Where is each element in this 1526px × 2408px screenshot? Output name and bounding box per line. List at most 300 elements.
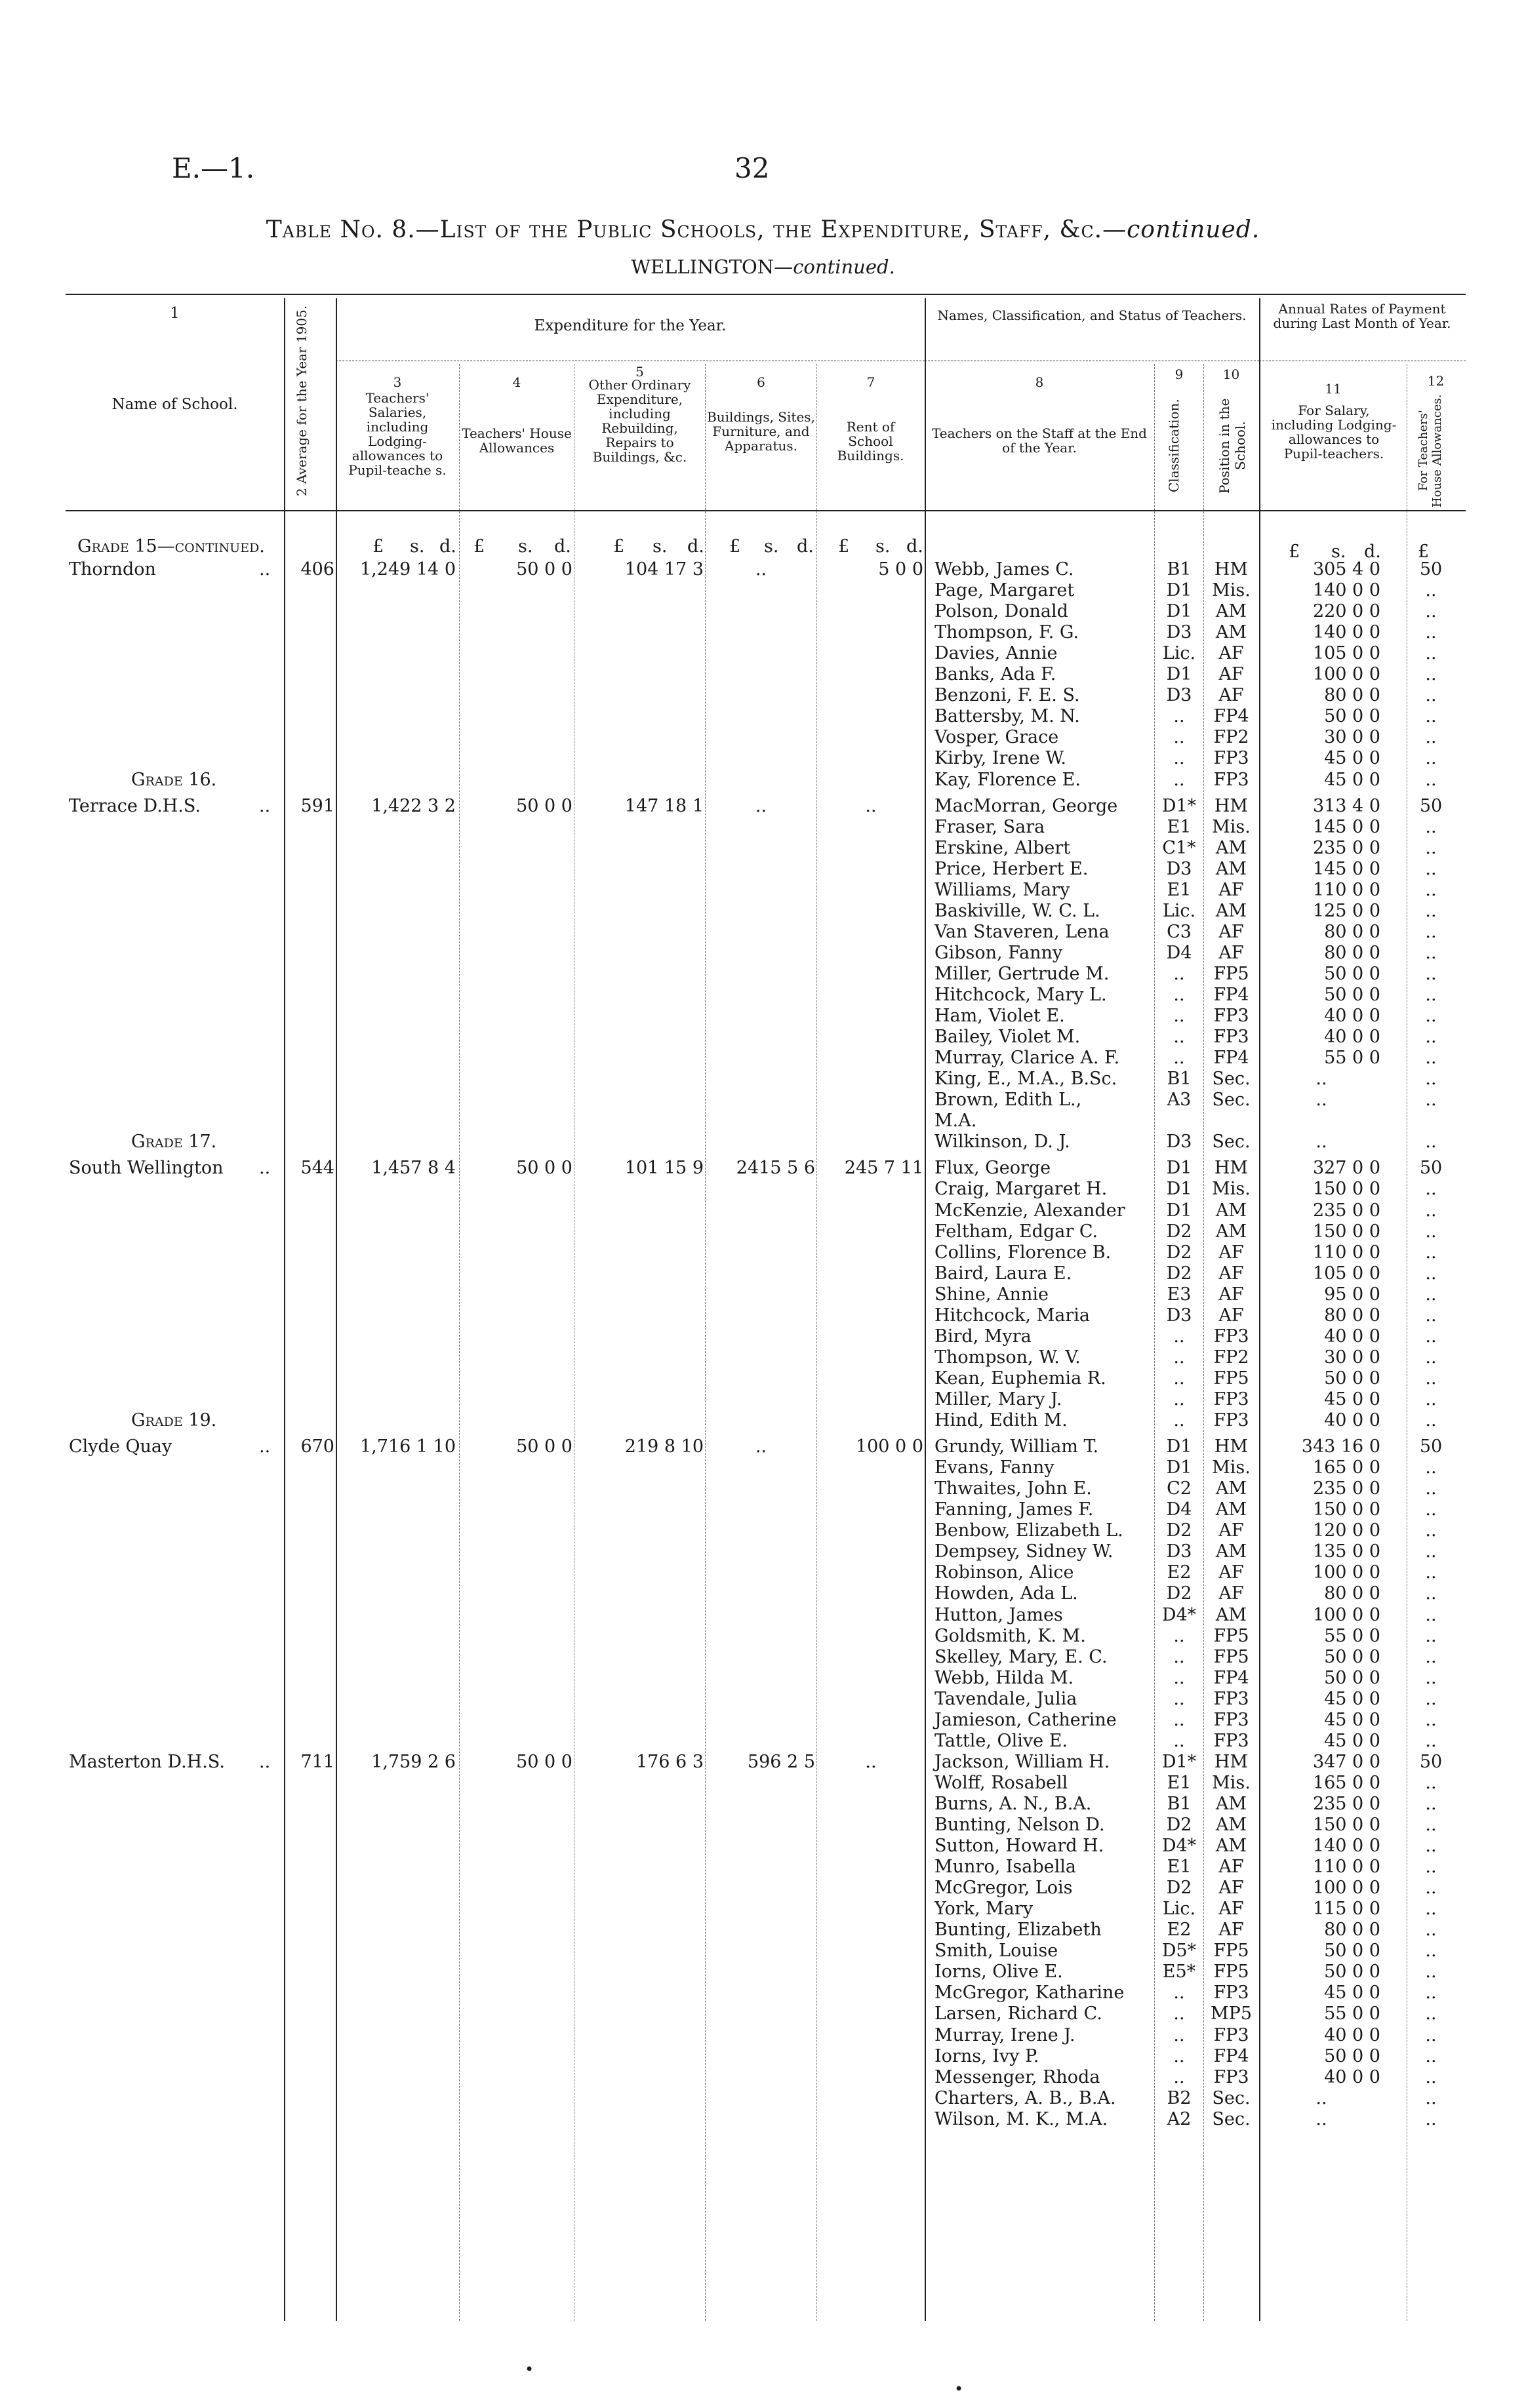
position: FP3 [1213, 1326, 1249, 1347]
position: Mis. [1212, 1457, 1251, 1478]
position: HM [1214, 1751, 1249, 1772]
teacher-row [0, 1647, 1526, 1668]
salary-rate: 80 0 0 [1324, 1305, 1380, 1326]
teacher-row [0, 1562, 1526, 1583]
position: AM [1215, 622, 1247, 643]
position: FP4 [1213, 2045, 1249, 2066]
unit-pound: £ [613, 536, 625, 557]
salary-rate: 235 0 0 [1312, 1793, 1380, 1814]
position: AF [1218, 1520, 1244, 1541]
house-allowance-rate: .. [1425, 1305, 1437, 1326]
salary-rate: 40 0 0 [1324, 1326, 1380, 1347]
house-allowance-rate: 50 [1419, 795, 1443, 816]
teacher-name: Munro, Isabella [934, 1857, 1076, 1878]
other-expenditure: 101 15 9 [624, 1158, 704, 1179]
salary-rate: 105 0 0 [1312, 1263, 1380, 1284]
teacher-row [0, 1478, 1526, 1499]
house-allowance-rate: .. [1425, 1006, 1437, 1026]
other-expenditure: 176 6 3 [635, 1751, 704, 1772]
salary-rate: 165 0 0 [1312, 1772, 1380, 1793]
teacher-name: Kay, Florence E. [934, 769, 1081, 790]
units-row [0, 536, 1526, 562]
house-allowance-rate: .. [1425, 1242, 1437, 1263]
col10-number: 10 [1222, 366, 1240, 382]
salary-rate: 50 0 0 [1324, 1941, 1380, 1962]
house-allowance-rate: .. [1425, 2003, 1437, 2024]
buildings-expenditure: .. [755, 795, 767, 816]
teacher-row [0, 1069, 1526, 1090]
unit-shilling: s. [1331, 542, 1346, 562]
teacher-row [0, 1347, 1526, 1368]
teacher-name: Burns, A. N., B.A. [934, 1793, 1092, 1814]
classification: C1* [1162, 837, 1196, 858]
house-allowance-rate: .. [1425, 921, 1437, 942]
teacher-row [0, 922, 1526, 943]
table-title [0, 216, 1526, 243]
teacher-name: Page, Margaret [934, 580, 1075, 601]
teacher-row [0, 2003, 1526, 2024]
position: Sec. [1212, 2108, 1251, 2129]
salary-rate: .. [1315, 2087, 1327, 2108]
teacher-name: Feltham, Edgar C. [934, 1221, 1098, 1242]
classification: .. [1173, 727, 1185, 748]
position: AF [1218, 942, 1244, 963]
classification: D2 [1166, 1878, 1192, 1899]
house-allowances: 50 0 0 [516, 559, 572, 580]
col7-number: 7 [866, 374, 875, 390]
average-attendance: 670 [300, 1436, 334, 1457]
school-name: Clyde Quay [69, 1436, 172, 1457]
position: HM [1214, 1158, 1249, 1179]
position: FP3 [1213, 1006, 1249, 1026]
classification: .. [1173, 1389, 1185, 1410]
house-allowance-rate: .. [1425, 1499, 1437, 1520]
classification: D3 [1166, 858, 1192, 879]
teacher-row [0, 1179, 1526, 1200]
col2-number: 2 [294, 487, 310, 496]
col3-number: 3 [393, 374, 402, 390]
classification: D3 [1166, 1305, 1192, 1326]
classification: .. [1173, 2024, 1185, 2045]
col2-header [294, 299, 327, 502]
unit-pound: £ [1418, 542, 1430, 562]
grade-label: Grade 19. [131, 1410, 217, 1431]
unit-pence: d. [906, 536, 923, 557]
teacher-name: Webb, Hilda M. [934, 1667, 1074, 1688]
position: AF [1218, 1857, 1244, 1878]
house-allowance-rate: 50 [1419, 1158, 1443, 1179]
col4-number: 4 [512, 374, 521, 390]
house-allowance-rate: .. [1425, 1962, 1437, 1983]
teacher-name: Iorns, Ivy P. [934, 2045, 1039, 2066]
teacher-name: Polson, Donald [934, 601, 1068, 622]
rent-of-buildings: .. [865, 1751, 877, 1772]
house-allowance-rate: .. [1425, 1730, 1437, 1751]
teacher-row [0, 1111, 1526, 1132]
house-allowance-rate: .. [1425, 1583, 1437, 1604]
teacher-name: Sutton, Howard H. [934, 1836, 1104, 1856]
teacher-name: Tavendale, Julia [934, 1688, 1077, 1709]
salary-rate: 30 0 0 [1324, 1347, 1380, 1368]
salary-rate: 50 0 0 [1324, 1667, 1380, 1688]
house-allowance-rate: .. [1425, 1457, 1437, 1478]
house-allowance-rate: .. [1425, 1667, 1437, 1688]
position: AM [1215, 601, 1247, 622]
house-allowances: 50 0 0 [516, 795, 572, 816]
position: Mis. [1212, 1179, 1251, 1200]
house-allowance-rate: .. [1425, 2108, 1437, 2129]
col9-number: 9 [1175, 366, 1184, 382]
house-allowance-rate: .. [1425, 769, 1437, 790]
house-allowance-rate: .. [1425, 1604, 1437, 1625]
salary-rate: 327 0 0 [1312, 1158, 1380, 1179]
unit-pence: d. [687, 536, 704, 557]
salary-rate: 100 0 0 [1312, 664, 1380, 685]
classification: .. [1173, 985, 1185, 1005]
title-suffix: continued. [1127, 216, 1260, 243]
house-allowance-rate: .. [1425, 601, 1437, 622]
classification: E3 [1167, 1284, 1192, 1305]
teacher-row [0, 1899, 1526, 1920]
classification: E1 [1167, 879, 1192, 900]
position: FP4 [1213, 1667, 1249, 1688]
teacher-row [0, 1242, 1526, 1263]
house-allowance-rate: 50 [1419, 1436, 1443, 1457]
classification: D3 [1166, 685, 1192, 706]
salary-rate: 115 0 0 [1312, 1899, 1380, 1920]
teacher-row [0, 601, 1526, 622]
position: FP3 [1213, 1688, 1249, 1709]
classification: A3 [1167, 1090, 1192, 1111]
teacher-name: Smith, Louise [934, 1941, 1058, 1962]
house-allowance-rate: .. [1425, 816, 1437, 837]
teacher-row [0, 985, 1526, 1006]
teacher-row [0, 664, 1526, 685]
col12-label: For Teachers' House Allowances. [1416, 394, 1444, 507]
classification: A2 [1167, 2108, 1192, 2129]
rent-of-buildings: .. [865, 795, 877, 816]
classification: .. [1173, 1006, 1185, 1026]
teacher-row [0, 1983, 1526, 2003]
unit-pence: d. [1364, 542, 1381, 562]
house-allowance-rate: .. [1425, 1836, 1437, 1856]
position: AM [1215, 1541, 1247, 1562]
leader-dots: .. [259, 1751, 271, 1772]
house-allowance-rate: .. [1425, 2024, 1437, 2045]
teacher-name: Kirby, Irene W. [934, 748, 1066, 769]
classification: D1 [1166, 1200, 1192, 1221]
house-allowance-rate: .. [1425, 1263, 1437, 1284]
title-main: Table No. 8.—List of the Public Schools, the Expenditure, Staff, &c.— [266, 216, 1127, 243]
classification: .. [1173, 1688, 1185, 1709]
teacher-name: Price, Herbert E. [934, 858, 1089, 879]
average-attendance: 406 [300, 559, 334, 580]
teacher-row [0, 1836, 1526, 1857]
teacher-row [0, 2046, 1526, 2067]
salary-rate: 40 0 0 [1324, 2066, 1380, 2087]
classification: D1 [1166, 1436, 1192, 1457]
salary-rate: 45 0 0 [1324, 1688, 1380, 1709]
position: FP3 [1213, 1389, 1249, 1410]
teacher-row [0, 1857, 1526, 1878]
house-allowance-rate: .. [1425, 643, 1437, 664]
classification: D4* [1161, 1604, 1197, 1625]
salary-rate: 50 0 0 [1324, 1962, 1380, 1983]
unit-shilling: s. [764, 536, 779, 557]
position: AF [1218, 1899, 1244, 1920]
salary-rate: 45 0 0 [1324, 1983, 1380, 2003]
house-allowance-rate: .. [1425, 1983, 1437, 2003]
position: AM [1215, 1815, 1247, 1835]
school-row [0, 1436, 1526, 1457]
col3-label: Teachers' Salaries, including Lodging-allowances to Pupil-teache s. [348, 390, 447, 478]
teacher-row [0, 2067, 1526, 2088]
house-allowance-rate: .. [1425, 1772, 1437, 1793]
teacher-row [0, 1090, 1526, 1111]
teacher-row [0, 706, 1526, 727]
teacher-row [0, 1920, 1526, 1941]
teacher-name: Tattle, Olive E. [934, 1730, 1068, 1751]
teacher-name: Battersby, M. N. [934, 706, 1080, 727]
position: AM [1215, 1200, 1247, 1221]
position: FP5 [1213, 963, 1249, 984]
salary-rate: 313 4 0 [1312, 795, 1380, 816]
position: FP5 [1213, 1625, 1249, 1646]
position: Mis. [1212, 816, 1251, 837]
position: FP3 [1213, 1410, 1249, 1431]
teacher-row [0, 1027, 1526, 1048]
salary-rate: 80 0 0 [1324, 921, 1380, 942]
school-name: Terrace D.H.S. [69, 795, 201, 816]
salary-rate: 120 0 0 [1312, 1520, 1380, 1541]
subtitle-region: WELLINGTON— [631, 256, 793, 278]
position: AF [1218, 1878, 1244, 1899]
classification: D4 [1166, 1499, 1192, 1520]
house-allowance-rate: .. [1425, 1048, 1437, 1069]
average-attendance: 591 [300, 795, 334, 816]
position: FP3 [1213, 1730, 1249, 1751]
col11-number: 11 [1325, 381, 1342, 397]
teacher-row [0, 2088, 1526, 2109]
teacher-row [0, 727, 1526, 748]
position: AM [1215, 1604, 1247, 1625]
teacher-name: McGregor, Lois [934, 1878, 1073, 1899]
salary-rate: 343 16 0 [1301, 1436, 1380, 1457]
house-allowance-rate: .. [1425, 1368, 1437, 1389]
classification: .. [1173, 1326, 1185, 1347]
position: Sec. [1212, 1090, 1251, 1111]
salary-rate: 150 0 0 [1312, 1499, 1380, 1520]
teacher-name: Wilkinson, D. J. [934, 1132, 1070, 1153]
salary-rate: 50 0 0 [1324, 706, 1380, 727]
house-allowance-rate: .. [1425, 1646, 1437, 1667]
classification: B1 [1167, 1069, 1192, 1090]
salary-rate: 150 0 0 [1312, 1179, 1380, 1200]
school-name: Thorndon [69, 559, 156, 580]
school-row [0, 1158, 1526, 1179]
teacher-row [0, 1794, 1526, 1815]
teacher-row [0, 1583, 1526, 1604]
buildings-expenditure: .. [755, 1436, 767, 1457]
salary-rate: 110 0 0 [1312, 1857, 1380, 1878]
teacher-name: Collins, Florence B. [934, 1242, 1112, 1263]
teacher-name: Bunting, Nelson D. [934, 1815, 1105, 1835]
col1-label: Name of School. [111, 396, 238, 413]
position: FP3 [1213, 769, 1249, 790]
school-row [0, 796, 1526, 817]
teacher-row [0, 1410, 1526, 1431]
position: FP2 [1213, 727, 1249, 748]
classification: .. [1173, 963, 1185, 984]
col8-label: Teachers on the Staff at the End of the Year. [932, 425, 1147, 456]
teacher-row [0, 1689, 1526, 1710]
house-allowance-rate: .. [1425, 1688, 1437, 1709]
teacher-name: Williams, Mary [934, 879, 1070, 900]
house-allowance-rate: .. [1425, 1389, 1437, 1410]
classification: .. [1173, 1625, 1185, 1646]
teacher-row [0, 943, 1526, 964]
teacher-name: Grundy, William T. [934, 1436, 1099, 1457]
house-allowance-rate: .. [1425, 837, 1437, 858]
classification: D1* [1161, 1751, 1197, 1772]
salary-rate: 50 0 0 [1324, 1646, 1380, 1667]
house-allowance-rate: .. [1425, 664, 1437, 685]
house-allowance-rate: .. [1425, 1920, 1437, 1941]
house-allowances: 50 0 0 [516, 1751, 572, 1772]
position: AF [1218, 643, 1244, 664]
grade-label: Grade 16. [131, 769, 217, 790]
teacher-name: Shine, Annie [934, 1284, 1049, 1305]
unit-shilling: s. [875, 536, 891, 557]
salary-rate: 235 0 0 [1312, 1200, 1380, 1221]
teacher-name: McKenzie, Alexander [934, 1200, 1125, 1221]
house-allowance-rate: .. [1425, 963, 1437, 984]
teacher-name: Jackson, William H. [934, 1751, 1110, 1772]
position: FP4 [1213, 985, 1249, 1005]
teacher-name: Evans, Fanny [934, 1457, 1054, 1478]
unit-pence: d. [797, 536, 814, 557]
house-allowance-rate: 50 [1419, 559, 1443, 580]
salary-rate: 235 0 0 [1312, 837, 1380, 858]
classification: E2 [1167, 1562, 1192, 1583]
teacher-name: Kean, Euphemia R. [934, 1368, 1106, 1389]
classification: .. [1173, 2066, 1185, 2087]
position: FP5 [1213, 1941, 1249, 1962]
teacher-row [0, 2025, 1526, 2046]
position: AF [1218, 1305, 1244, 1326]
house-allowance-rate: .. [1425, 1815, 1437, 1835]
unit-shilling: s. [653, 536, 668, 557]
col6-number: 6 [757, 374, 765, 390]
house-allowance-rate: .. [1425, 1410, 1437, 1431]
salary-rate: 140 0 0 [1312, 622, 1380, 643]
salary-rate: 235 0 0 [1312, 1478, 1380, 1499]
house-allowance-rate: .. [1425, 942, 1437, 963]
col10-label: Position in the School. [1216, 398, 1248, 494]
subtitle-suffix: continued. [793, 256, 895, 278]
classification: C2 [1167, 1478, 1192, 1499]
buildings-expenditure: .. [755, 559, 767, 580]
salary-rate: 45 0 0 [1324, 1389, 1380, 1410]
classification: .. [1173, 2003, 1185, 2024]
teacher-name: Brown, Edith L., [934, 1090, 1082, 1111]
classification: D1* [1161, 795, 1197, 816]
classification: .. [1173, 1347, 1185, 1368]
classification: .. [1173, 1410, 1185, 1431]
teacher-salaries: 1,759 2 6 [371, 1751, 456, 1772]
salary-rate: 55 0 0 [1324, 2003, 1380, 2024]
classification: .. [1173, 1027, 1185, 1048]
classification: D4 [1166, 942, 1192, 963]
position: FP3 [1213, 748, 1249, 769]
teacher-name: Fanning, James F. [934, 1499, 1094, 1520]
salary-rate: 80 0 0 [1324, 685, 1380, 706]
salary-rate: 110 0 0 [1312, 1242, 1380, 1263]
classification: D2 [1166, 1815, 1192, 1835]
position: FP3 [1213, 2066, 1249, 2087]
teacher-row [0, 1605, 1526, 1626]
position: AM [1215, 900, 1247, 921]
teacher-name: Hind, Edith M. [934, 1410, 1068, 1431]
house-allowance-rate: .. [1425, 727, 1437, 748]
classification: .. [1173, 706, 1185, 727]
page-header [0, 0, 1526, 308]
buildings-expenditure: 596 2 5 [747, 1751, 815, 1772]
house-allowance-rate: .. [1425, 1132, 1437, 1153]
position: AM [1215, 1478, 1247, 1499]
house-allowance-rate: .. [1425, 1179, 1437, 1200]
col6-label: Buildings, Sites, Furniture, and Apparatus. [707, 409, 815, 454]
header-bottom-rule [66, 510, 1466, 511]
classification: D1 [1166, 601, 1192, 622]
salary-rate: 50 0 0 [1324, 1368, 1380, 1389]
house-allowance-rate: .. [1425, 580, 1437, 601]
teacher-row [0, 685, 1526, 706]
grade-continued-label: Grade 15—continued. [77, 536, 265, 557]
classification: Lic. [1162, 1899, 1196, 1920]
teacher-row [0, 2109, 1526, 2130]
classification: .. [1173, 1667, 1185, 1688]
house-allowance-rate: .. [1425, 1562, 1437, 1583]
unit-pound: £ [838, 536, 850, 557]
classification: D2 [1166, 1583, 1192, 1604]
classification: D3 [1166, 1541, 1192, 1562]
rent-of-buildings: 245 7 11 [844, 1158, 923, 1179]
salary-rate: 40 0 0 [1324, 1006, 1380, 1026]
teacher-row [0, 817, 1526, 838]
teacher-row [0, 880, 1526, 901]
position: AF [1218, 879, 1244, 900]
house-allowance-rate: .. [1425, 1090, 1437, 1111]
teacher-name: Howden, Ada L. [934, 1583, 1078, 1604]
teacher-row [0, 1520, 1526, 1541]
teacher-name: Davies, Annie [934, 643, 1058, 664]
salary-rate: .. [1315, 1132, 1327, 1153]
col4-label: Teachers' House Allowances [462, 425, 572, 456]
house-allowance-rate: .. [1425, 2045, 1437, 2066]
position: Mis. [1212, 580, 1251, 601]
teacher-name: Flux, George [934, 1158, 1051, 1179]
salary-rate: 55 0 0 [1324, 1625, 1380, 1646]
position: HM [1214, 795, 1249, 816]
position: AF [1218, 1263, 1244, 1284]
classification: B1 [1167, 559, 1192, 580]
teacher-row [0, 580, 1526, 601]
salary-rate: 40 0 0 [1324, 2024, 1380, 2045]
salary-rate: 100 0 0 [1312, 1604, 1380, 1625]
scan-mark: • [954, 2380, 964, 2398]
other-expenditure: 147 18 1 [624, 795, 704, 816]
